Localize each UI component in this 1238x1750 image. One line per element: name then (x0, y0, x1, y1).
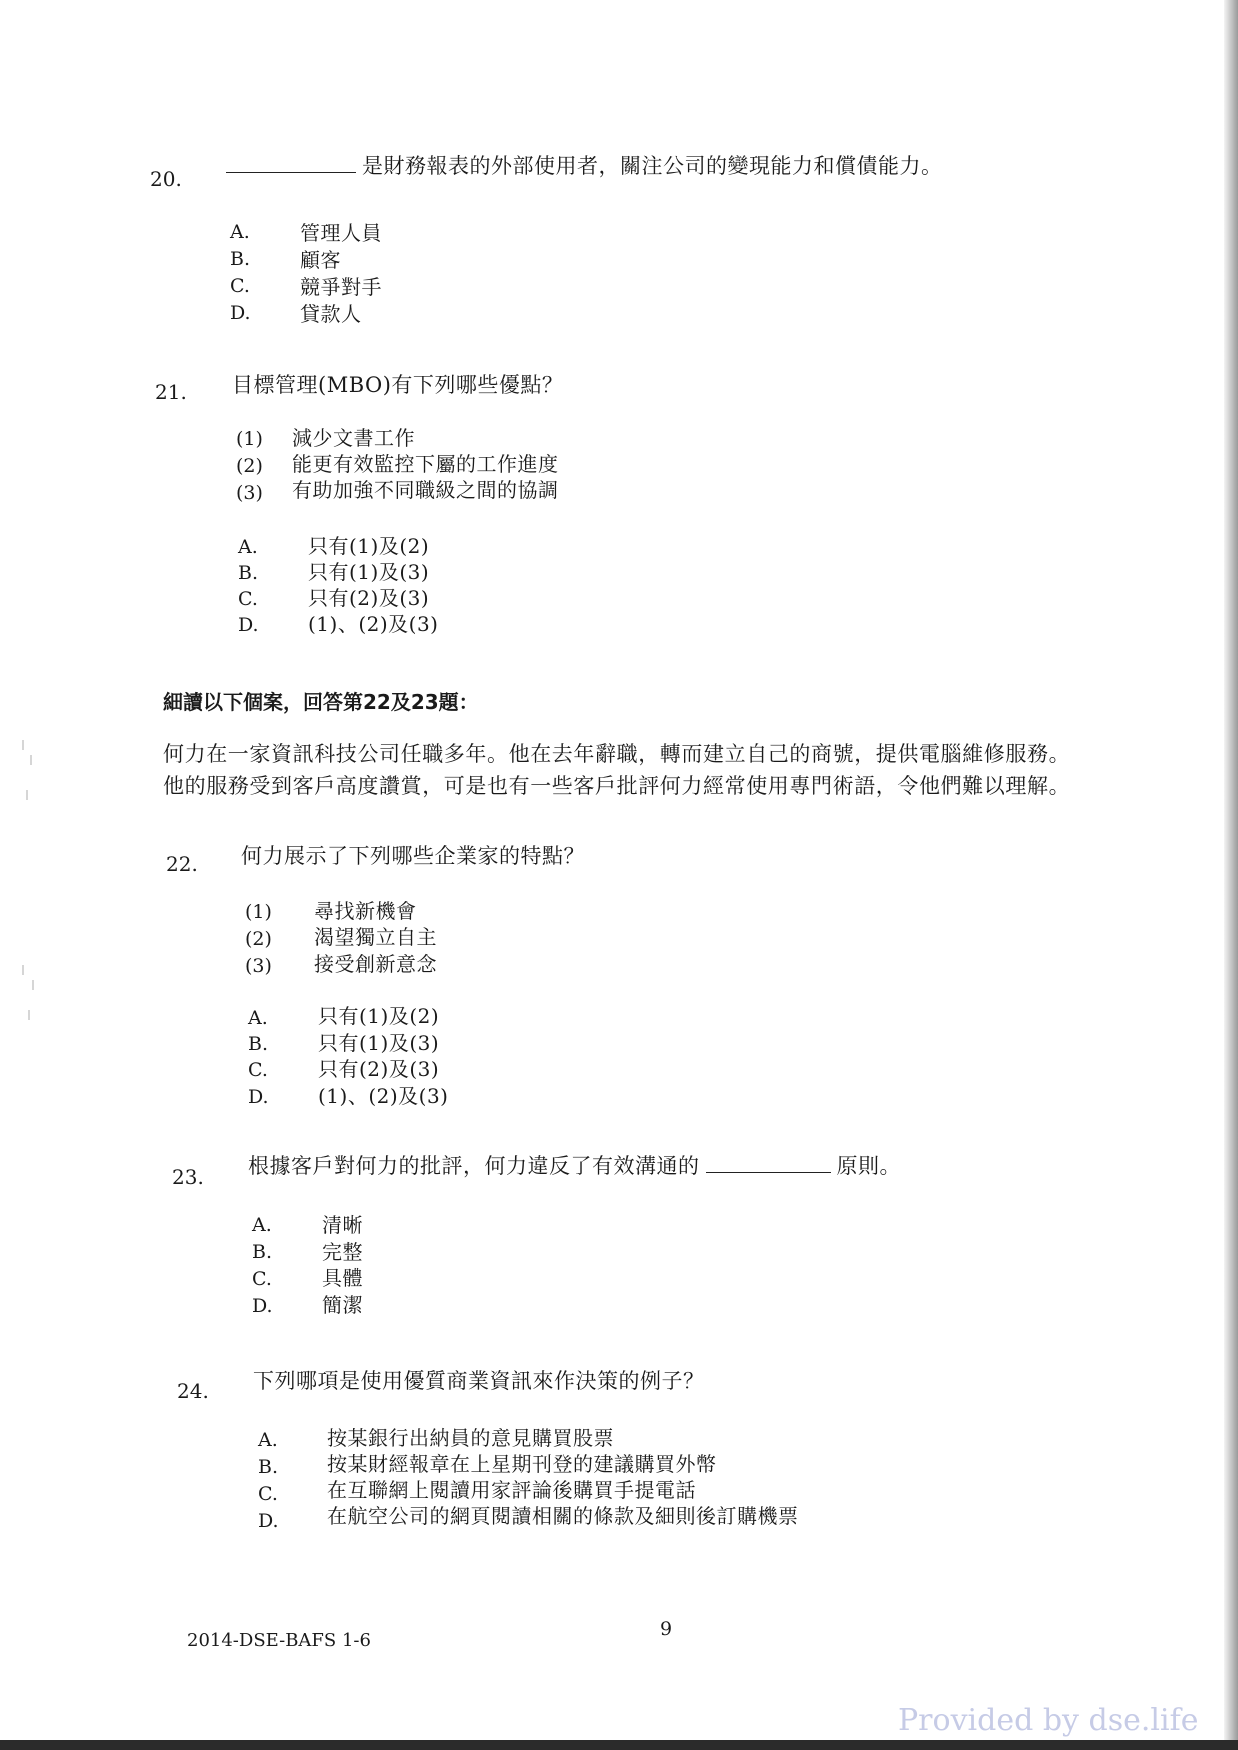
page-number: 9 (660, 1618, 673, 1640)
question-23-stem-before: 根據客戶對何力的批評，何力違反了有效溝通的 (248, 1154, 700, 1178)
footer-exam-code: 2014-DSE-BAFS 1-6 (187, 1630, 371, 1651)
question-21-stem: 目標管理(MBO)有下列哪些優點？ (232, 373, 564, 397)
option-letter: A. (258, 1429, 278, 1451)
watermark: Provided by dse.life (898, 1703, 1199, 1738)
statement-number: (1) (236, 428, 263, 450)
option-text: 貸款人 (300, 302, 362, 326)
option-letter: C. (248, 1059, 268, 1081)
option-letter: D. (258, 1510, 279, 1532)
question-22-number: 22. (166, 852, 198, 876)
question-20-stem-text: 是財務報表的外部使用者，關注公司的變現能力和償債能力。 (362, 154, 943, 178)
option-letter: A. (230, 221, 250, 243)
statement-number: (3) (236, 482, 263, 504)
option-text: 完整 (322, 1240, 363, 1264)
scan-speck (22, 965, 24, 975)
question-20-stem (226, 150, 943, 180)
statement-number: (2) (245, 928, 272, 950)
question-23-stem (248, 1150, 901, 1180)
scan-speck (22, 740, 24, 750)
option-letter: D. (238, 614, 259, 636)
statement-text: 減少文書工作 (292, 426, 415, 450)
option-letter: B. (238, 562, 259, 584)
case-passage-line: 他的服務受到客戶高度讚賞，可是也有一些客戶批評何力經常使用專門術語，令他們難以理解。 (163, 774, 1071, 798)
scan-speck (26, 790, 28, 800)
statement-text: 有助加強不同職級之間的協調 (292, 478, 559, 502)
case-heading: 細讀以下個案，回答第22及23題： (163, 690, 479, 714)
statement-number: (2) (236, 455, 263, 477)
case-passage-line: 何力在一家資訊科技公司任職多年。他在去年辭職，轉而建立自己的商號，提供電腦維修服務。 (163, 742, 1071, 766)
option-text: 按某財經報章在上星期刊登的建議購買外幣 (327, 1452, 717, 1476)
option-letter: B. (248, 1033, 269, 1055)
option-letter: B. (230, 248, 251, 270)
scan-right-edge (1224, 0, 1238, 1750)
answer-blank (226, 154, 356, 173)
option-letter: A. (252, 1214, 272, 1236)
option-letter: C. (238, 588, 258, 610)
question-22-stem: 何力展示了下列哪些企業家的特點？ (241, 844, 585, 868)
option-text: (1)、(2)及(3) (318, 1084, 449, 1108)
option-letter: D. (230, 302, 251, 324)
question-21-number: 21. (155, 380, 187, 404)
scan-speck (30, 755, 32, 765)
statement-number: (3) (245, 955, 272, 977)
option-text: 競爭對手 (300, 275, 382, 299)
scan-speck (28, 1010, 30, 1020)
question-23-number: 23. (172, 1165, 204, 1189)
option-letter: B. (252, 1241, 273, 1263)
option-letter: C. (258, 1483, 278, 1505)
scan-speck (32, 980, 34, 990)
statement-text: 接受創新意念 (314, 952, 437, 976)
option-text: 具體 (322, 1266, 363, 1290)
answer-blank (706, 1154, 831, 1173)
option-text: 清晰 (322, 1213, 363, 1237)
question-23-stem-after: 原則。 (836, 1154, 901, 1178)
option-text: 只有(1)及(2) (318, 1004, 440, 1028)
question-20-number: 20. (150, 167, 182, 191)
option-text: 顧客 (300, 248, 341, 272)
option-text: 只有(2)及(3) (318, 1057, 440, 1081)
option-text: (1)、(2)及(3) (308, 612, 439, 636)
option-text: 只有(1)及(2) (308, 534, 430, 558)
option-text: 按某銀行出納員的意見購買股票 (327, 1426, 614, 1450)
option-text: 只有(1)及(3) (318, 1031, 440, 1055)
option-text: 管理人員 (300, 221, 382, 245)
statement-text: 尋找新機會 (314, 899, 417, 923)
option-letter: D. (248, 1086, 269, 1108)
option-text: 只有(1)及(3) (308, 560, 430, 584)
option-text: 只有(2)及(3) (308, 586, 430, 610)
statement-text: 渴望獨立自主 (314, 925, 437, 949)
option-text: 簡潔 (322, 1293, 363, 1317)
statement-number: (1) (245, 901, 272, 923)
scan-bottom-edge (0, 1740, 1238, 1750)
option-letter: B. (258, 1456, 279, 1478)
statement-text: 能更有效監控下屬的工作進度 (292, 452, 559, 476)
option-text: 在互聯網上閱讀用家評論後購買手提電話 (327, 1478, 696, 1502)
option-letter: A. (248, 1007, 268, 1029)
option-letter: C. (252, 1268, 272, 1290)
option-letter: C. (230, 275, 250, 297)
question-24-stem: 下列哪項是使用優質商業資訊來作決策的例子？ (253, 1369, 705, 1393)
option-letter: A. (238, 536, 258, 558)
question-24-number: 24. (177, 1379, 209, 1403)
option-text: 在航空公司的網頁閱讀相關的條款及細則後訂購機票 (327, 1504, 799, 1528)
option-letter: D. (252, 1295, 273, 1317)
